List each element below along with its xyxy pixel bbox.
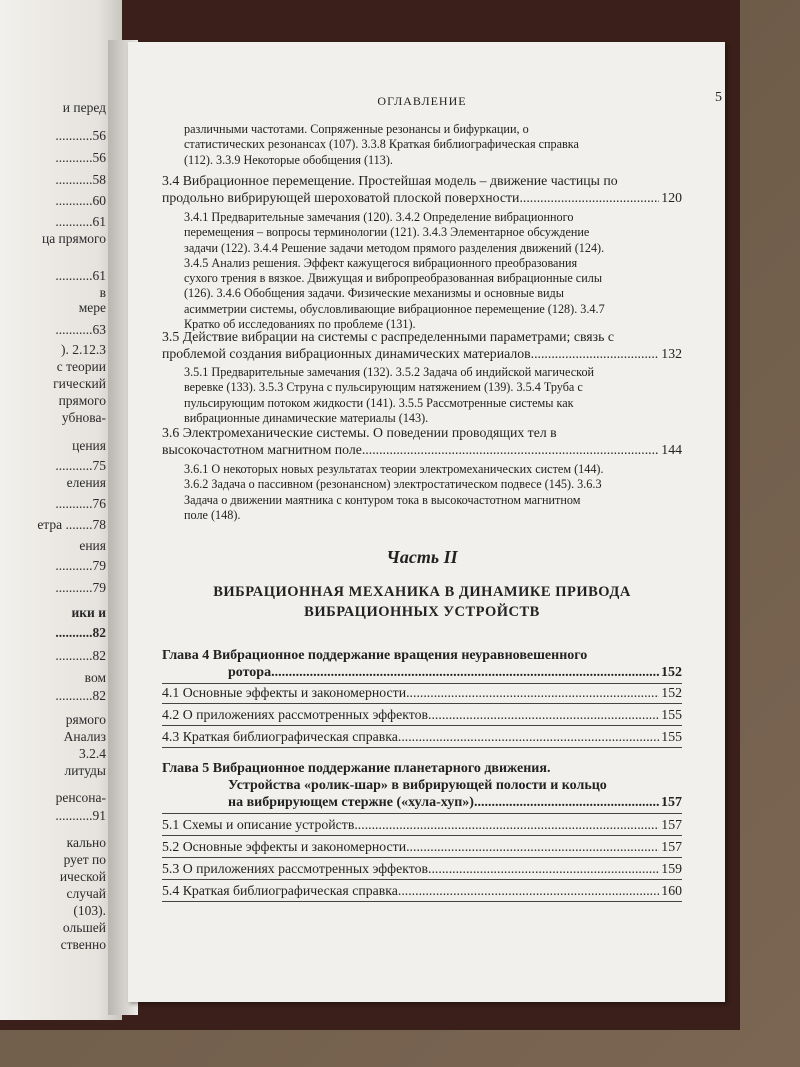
left-page-line: ...........82 <box>55 648 106 663</box>
left-page-line: в <box>99 285 106 300</box>
item-title: 4.1 Основные эффекты и закономерности <box>162 685 407 700</box>
section-title-line: проблемой создания вибрационных динамических материалов <box>162 346 531 361</box>
left-page-line: цения <box>72 438 106 453</box>
sub-line: 3.6.1 О некоторых новых результатах теории электромеханических систем (144). <box>184 462 604 476</box>
item-page: 155 <box>661 707 682 722</box>
item-title: 5.2 Основные эффекты и закономерности <box>162 839 407 854</box>
left-page-line: ...........91 <box>55 808 106 823</box>
left-page-line: рует по <box>63 852 106 867</box>
toc-section-3-6[interactable] <box>162 424 682 458</box>
section-page: 120 <box>661 190 682 205</box>
toc-item-5-4[interactable] <box>162 882 682 899</box>
subsections-3-6 <box>184 462 682 523</box>
left-page-line: ...........60 <box>55 193 106 208</box>
right-page <box>128 42 725 1002</box>
toc-chapter-4[interactable] <box>162 647 682 681</box>
left-page-line: еления <box>66 475 106 490</box>
left-page-line: ...........56 <box>55 150 106 165</box>
dot-leader <box>531 345 660 362</box>
sub-line: 3.4.5 Анализ решения. Эффект кажущегося вибрационного преобразования <box>184 255 578 270</box>
dot-leader <box>519 189 659 206</box>
sub-line: (112). 3.3.9 Некоторые обобщения (113). <box>184 152 393 167</box>
toc-item-4-1[interactable] <box>162 684 682 701</box>
left-page-line: ...........56 <box>55 128 106 143</box>
left-page-line: ренсона- <box>55 790 106 805</box>
left-page-line: етра ........78 <box>37 517 106 532</box>
leader-line <box>162 189 682 206</box>
left-page-line: ической <box>59 869 106 884</box>
dot-leader <box>406 684 659 701</box>
left-page-line: убнова- <box>61 410 106 425</box>
item-rule <box>162 857 682 858</box>
item-rule <box>162 747 682 748</box>
dot-leader <box>398 882 659 899</box>
sub-line: сухого трения в вязкое. Движущая и вибропреобразованная вибрационные силы <box>184 271 603 286</box>
page-number: 5 <box>715 90 722 105</box>
sub-line: Задача о движении маятника с контуром тока в высокочастотном магнитном <box>184 492 581 507</box>
left-page-line: ...........58 <box>55 172 106 187</box>
leader-line <box>162 345 682 362</box>
leader-line <box>162 664 682 681</box>
left-page-line: ...........63 <box>55 322 106 337</box>
sub-line: 3.5.1 Предварительные замечания (132). 3.5.2 Задача об индийской магической <box>184 365 595 379</box>
dot-leader <box>271 664 659 681</box>
toc-item-4-3[interactable] <box>162 728 682 745</box>
item-rule <box>162 901 682 902</box>
sub-line: Кратко об исследованиях по проблеме (131). <box>184 317 416 332</box>
dot-leader <box>428 860 659 877</box>
part-title-line: ВИБРАЦИОННЫХ УСТРОЙСТВ <box>304 604 540 620</box>
left-page-line: 3.2.4 <box>79 746 106 761</box>
sub-line: задачи (122). 3.4.4 Решение задачи методом прямого разделения движений (124). <box>184 240 605 255</box>
left-page-line: ики и <box>71 605 106 620</box>
item-title: 4.3 Краткая библиографическая справка <box>162 729 398 744</box>
sub-line: пульсирующим потоком жидкости (141). 3.5.5 Рассмотренные системы как <box>184 395 574 410</box>
top-subsection-text <box>184 122 682 168</box>
toc-chapter-5[interactable] <box>162 760 682 811</box>
left-page-line: ...........76 <box>55 496 106 511</box>
toc-item-5-3[interactable] <box>162 860 682 877</box>
dot-leader <box>398 728 659 745</box>
section-page: 144 <box>661 442 682 457</box>
left-page-line: ...........79 <box>55 580 106 595</box>
left-page-line: ственно <box>60 937 106 952</box>
toc-section-3-4[interactable] <box>162 172 682 206</box>
left-page-line: ца прямого <box>41 231 106 246</box>
chapter-rule <box>162 813 682 814</box>
left-page-line: ...........82 <box>55 688 106 703</box>
left-page-line: с теории <box>56 359 106 374</box>
chapter-page: 157 <box>661 795 682 810</box>
left-page-line: ...........82 <box>55 625 106 640</box>
sub-line: веревке (133). 3.5.3 Струна с пульсирующим натяжением (139). 3.5.4 Труба с <box>184 380 583 395</box>
part-title-line: ВИБРАЦИОННАЯ МЕХАНИКА В ДИНАМИКЕ ПРИВОДА <box>213 584 631 600</box>
item-page: 155 <box>661 729 682 744</box>
item-rule <box>162 703 682 704</box>
toc-section-3-5[interactable] <box>162 328 682 362</box>
left-page <box>0 0 122 1020</box>
left-page-line: литуды <box>64 763 106 778</box>
toc-item-5-1[interactable] <box>162 816 682 833</box>
sub-line: различными частотами. Сопряженные резонансы и бифуркации, о <box>184 122 529 136</box>
left-page-line: рямого <box>65 712 106 727</box>
item-page: 159 <box>661 861 682 876</box>
item-title: 5.3 О приложениях рассмотренных эффектов <box>162 861 429 876</box>
part-title <box>162 582 682 622</box>
left-page-line: ). 2.12.3 <box>61 342 106 357</box>
item-title: 5.1 Схемы и описание устройств <box>162 817 355 832</box>
leader-line <box>162 441 682 458</box>
sub-line: 3.4.1 Предварительные замечания (120). 3.4.2 Определение вибрационного <box>184 210 574 224</box>
section-title-line: 3.4 Вибрационное перемещение. Простейшая модель – движение частицы по <box>162 173 618 188</box>
item-page: 157 <box>661 817 682 832</box>
sub-line: статистических резонансах (107). 3.3.8 Краткая библиографическая справка <box>184 137 579 152</box>
left-page-line: вом <box>84 670 106 685</box>
left-page-line: ольшей <box>62 920 106 935</box>
left-page-line: ...........61 <box>55 214 106 229</box>
sub-line: поле (148). <box>184 507 241 522</box>
chapter-page: 152 <box>661 665 682 680</box>
left-page-line: Анализ <box>63 729 106 744</box>
left-page-line: прямого <box>58 393 106 408</box>
subsections-3-4 <box>184 210 682 332</box>
sub-line: вибрационные динамические материалы (143). <box>184 410 429 425</box>
item-page: 160 <box>661 883 682 898</box>
sub-line: 3.6.2 Задача о пассивном (резонансном) электростатическом подвесе (145). 3.6.3 <box>184 477 602 492</box>
dot-leader <box>362 441 659 458</box>
chapter-title-line: Устройства «ролик-шар» в вибрирующей полости и кольцо <box>228 778 607 793</box>
part-label: Часть II <box>386 547 458 567</box>
chapter-title-line: ротора <box>228 665 272 680</box>
left-page-line: кально <box>66 835 106 850</box>
toc-item-4-2[interactable] <box>162 706 682 723</box>
dot-leader <box>474 794 659 811</box>
section-title-line: высокочастотном магнитном поле <box>162 442 362 457</box>
left-page-line: гический <box>53 376 106 391</box>
running-head: ОГЛАВЛЕНИЕ <box>377 94 467 108</box>
chapter-title-line: Глава 4 Вибрационное поддержание вращения неуравновешенного <box>162 648 588 663</box>
item-title: 5.4 Краткая библиографическая справка <box>162 883 398 898</box>
left-page-line: (103). <box>73 903 106 918</box>
leader-line <box>162 794 682 811</box>
section-title-line: 3.5 Действие вибрации на системы с распределенными параметрами; связь с <box>162 329 614 344</box>
left-page-line: ...........61 <box>55 268 106 283</box>
chapter-title-line: Глава 5 Вибрационное поддержание планетарного движения. <box>162 761 551 776</box>
dot-leader <box>428 706 659 723</box>
left-page-line: мере <box>78 300 106 315</box>
toc-item-5-2[interactable] <box>162 838 682 855</box>
dot-leader <box>406 838 659 855</box>
section-title-line: продольно вибрирующей шероховатой плоской поверхности <box>162 190 520 205</box>
section-page: 132 <box>661 346 682 361</box>
left-page-line: ...........75 <box>55 458 106 473</box>
item-title: 4.2 О приложениях рассмотренных эффектов <box>162 707 429 722</box>
item-rule <box>162 879 682 880</box>
item-rule <box>162 835 682 836</box>
left-page-line: ...........79 <box>55 558 106 573</box>
left-page-line: и перед <box>62 100 106 115</box>
sub-line: перемещения – вопросы терминологии (121). 3.4.3 Элементарное обсуждение <box>184 225 590 240</box>
sub-line: (126). 3.4.6 Обобщения задачи. Физические механизмы и основные виды <box>184 286 564 301</box>
item-page: 152 <box>661 685 682 700</box>
dot-leader <box>354 816 659 833</box>
left-page-line: случай <box>66 886 106 901</box>
left-page-line: ения <box>79 538 106 553</box>
sub-line: асимметрии системы, обусловливающие вибрационное перемещение (128). 3.4.7 <box>184 301 605 316</box>
chapter-title-line: на вибрирующем стержне («хула-хуп») <box>228 795 474 810</box>
item-rule <box>162 725 682 726</box>
subsections-3-5 <box>184 365 682 426</box>
item-page: 157 <box>661 839 682 854</box>
section-title-line: 3.6 Электромеханические системы. О поведении проводящих тел в <box>162 425 557 440</box>
